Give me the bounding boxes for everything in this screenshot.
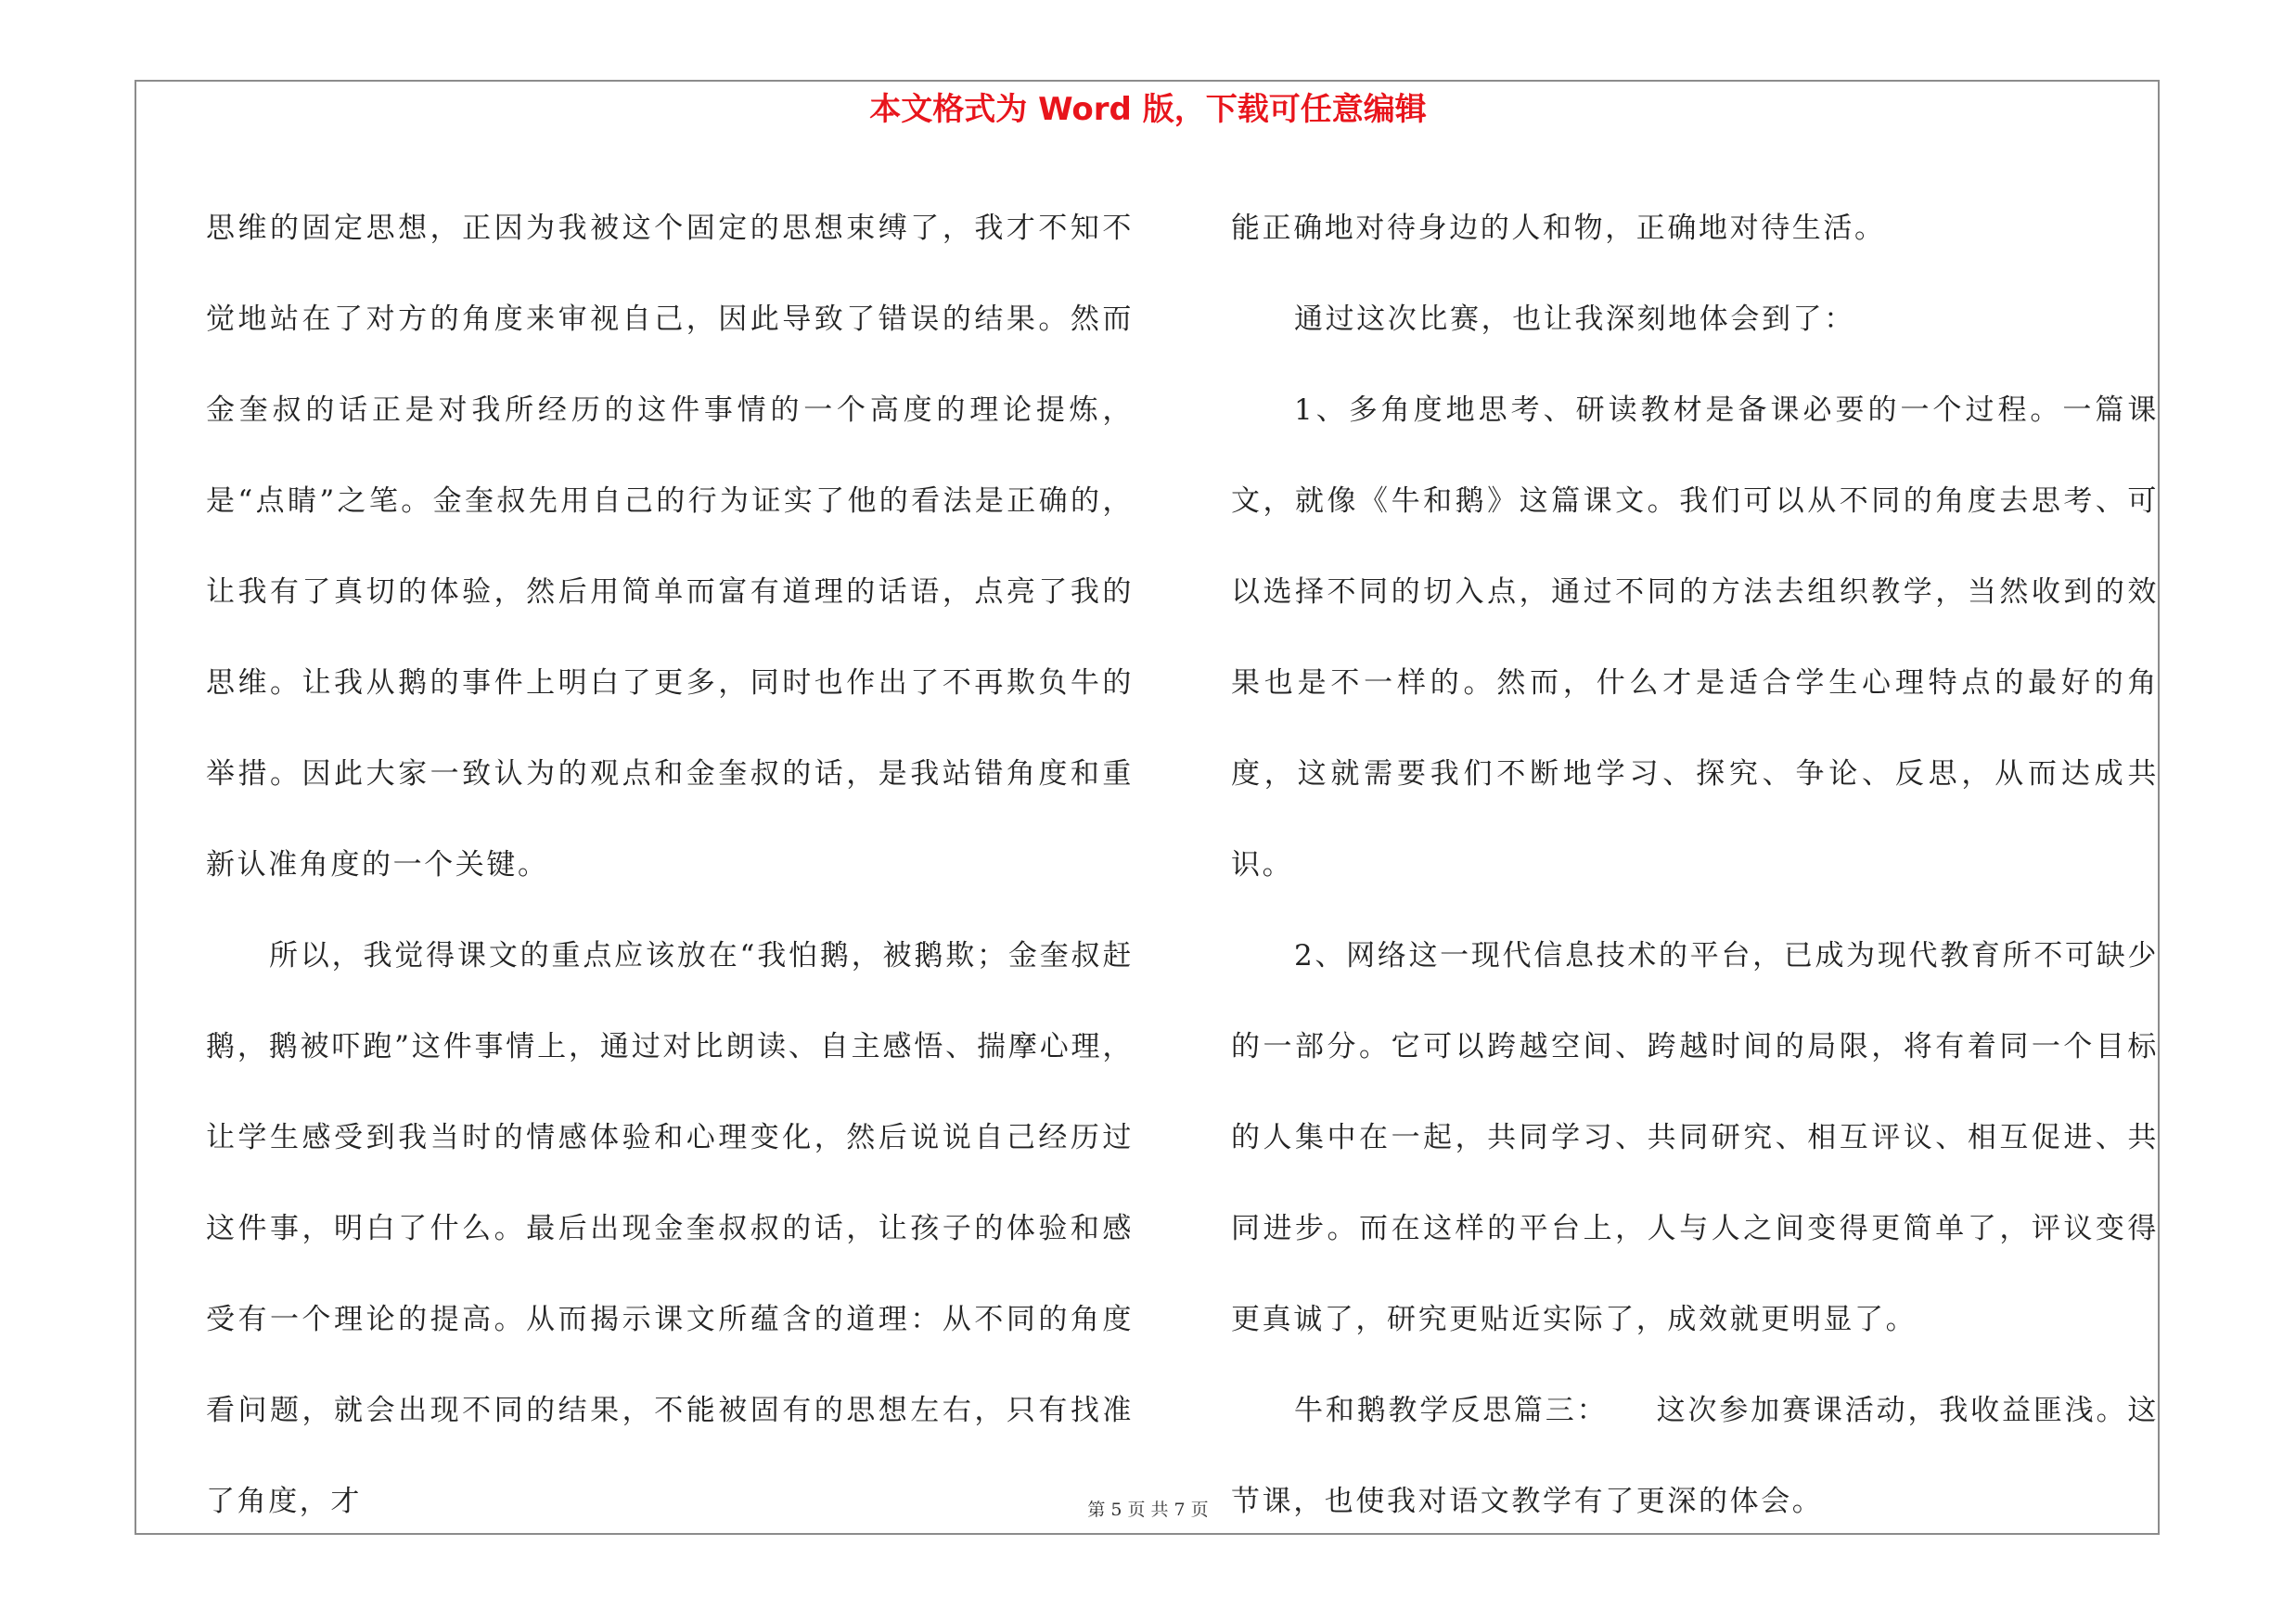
footer-suffix: 页 xyxy=(1190,1500,1209,1520)
right-column xyxy=(1231,183,2159,1547)
page-footer xyxy=(0,1499,2296,1521)
right-paragraph-1: 能正确地对待身边的人和物，正确地对待生活。 xyxy=(1231,212,1886,245)
footer-total-pages: 7 xyxy=(1174,1500,1186,1520)
right-paragraph-5: 牛和鹅教学反思篇三： 这次参加赛课活动，我收益匪浅。这节课，也使我对语文教学有了更深的体会。 xyxy=(1231,1394,2159,1518)
left-column xyxy=(206,183,1134,1547)
footer-middle: 页 共 xyxy=(1127,1500,1169,1520)
right-paragraph-4: 2、网络这一现代信息技术的平台，已成为现代教育所不可缺少的一部分。它可以跨越空间、跨越时间的局限，将有着同一个目标的人集中在一起，共同学习、共同研究、相互评议、相互促进、共同进步。而在这样的平台上，人与人之间变得更简单了，评议变得更真诚了，研究更贴近实际了，成效就更明显了。 xyxy=(1231,939,2159,1336)
left-paragraph-2: 所以，我觉得课文的重点应该放在“我怕鹅，被鹅欺；金奎叔赶鹅，鹅被吓跑”这件事情上，通过对比朗读、自主感悟、揣摩心理，让学生感受到我当时的情感体验和心理变化，然后说说自己经历过这件事，明白了什么。最后出现金奎叔叔的话，让孩子的体验和感受有一个理论的提高。从而揭示课文所蕴含的道理：从不同的角度看问题，就会出现不同的结果，不能被固有的思想左右，只有找准了角度，才 xyxy=(206,939,1134,1518)
footer-prefix: 第 xyxy=(1087,1500,1106,1520)
footer-current-page: 5 xyxy=(1110,1500,1122,1520)
format-banner: 本文格式为 Word 版，下载可任意编辑 xyxy=(869,91,1427,128)
right-paragraph-3: 1、多角度地思考、研读教材是备课必要的一个过程。一篇课文，就像《牛和鹅》这篇课文。我们可以从不同的角度去思考、可以选择不同的切入点，通过不同的方法去组织教学，当然收到的效果也是不一样的。然而，什么才是适合学生心理特点的最好的角度，这就需要我们不断地学习、探究、争论、反思，从而达成共识。 xyxy=(1231,393,2159,882)
left-paragraph-1: 思维的固定思想，正因为我被这个固定的思想束缚了，我才不知不觉地站在了对方的角度来审视自己，因此导致了错误的结果。然而金奎叔的话正是对我所经历的这件事情的一个高度的理论提炼，是“点睛”之笔。金奎叔先用自己的行为证实了他的看法是正确的，让我有了真切的体验，然后用简单而富有道理的话语，点亮了我的思维。让我从鹅的事件上明白了更多，同时也作出了不再欺负牛的举措。因此大家一致认为的观点和金奎叔的话，是我站错角度和重新认准角度的一个关键。 xyxy=(206,212,1134,882)
right-paragraph-2: 通过这次比赛，也让我深刻地体会到了： xyxy=(1294,303,1855,336)
